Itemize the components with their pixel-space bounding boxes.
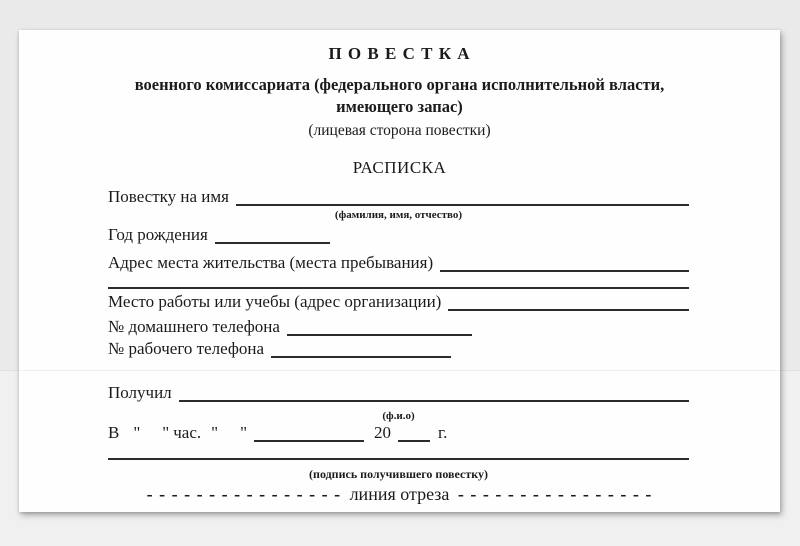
field-row-work — [108, 291, 689, 311]
cut-line — [19, 484, 780, 504]
work-phone-field-label: № рабочего телефона — [108, 339, 264, 358]
summons-form-paper — [19, 30, 780, 512]
year-prefix-label: 20 — [374, 423, 392, 442]
receipt-heading: РАСПИСКА — [352, 158, 447, 177]
field-row-received — [108, 382, 689, 402]
datetime-prefix-label: В — [108, 423, 120, 442]
hour-label: час. — [173, 423, 202, 442]
field-row-datetime — [108, 422, 689, 442]
close-quote-hour: " — [162, 423, 170, 442]
open-quote-hour: " — [133, 423, 141, 442]
document-subtitle — [19, 74, 780, 118]
document-subtitle-line2: имеющего запас) — [336, 97, 463, 116]
document-subtitle-line1: военного комиссариата (федерального органа исполнительной власти, — [134, 75, 665, 94]
name-field-label: Повестку на имя — [108, 187, 229, 206]
received-field-caption: (ф.и.о) — [382, 410, 415, 422]
received-field-label: Получил — [108, 383, 172, 402]
birth-year-field-label: Год рождения — [108, 225, 208, 244]
front-side-note: (лицевая сторона повестки) — [308, 122, 491, 139]
document-title: П О В Е С Т К А — [328, 44, 471, 63]
address-field-label: Адрес места жительства (места пребывания) — [108, 253, 434, 272]
name-field-caption: (фамилия, имя, отчество) — [334, 209, 463, 221]
address-continuation-line — [108, 287, 689, 289]
open-quote-day: " — [211, 423, 219, 442]
field-row-name — [108, 186, 689, 206]
home-phone-blank-line — [287, 317, 472, 336]
year-suffix-label: г. — [438, 423, 448, 442]
work-phone-blank-line — [271, 339, 451, 358]
home-phone-field-label: № домашнего телефона — [108, 317, 280, 336]
birth-year-blank-line — [215, 225, 330, 244]
cut-dashes-left: - - - - - - - - - - - - - - - - — [146, 484, 342, 504]
field-row-birth-year — [108, 224, 689, 244]
address-blank-line — [440, 253, 689, 272]
cut-line-label: линия отреза — [349, 484, 450, 504]
signature-caption: (подпись получившего повестку) — [309, 467, 488, 481]
cut-dashes-right: - - - - - - - - - - - - - - - - — [457, 484, 653, 504]
month-blank-line — [254, 423, 364, 442]
field-row-address — [108, 252, 689, 272]
received-blank-line — [179, 383, 689, 402]
work-field-label: Место работы или учебы (адрес организации) — [108, 292, 442, 311]
close-quote-day: " — [240, 423, 248, 442]
year-blank-line — [398, 423, 430, 442]
field-row-home-phone — [108, 316, 689, 336]
photo-seam — [0, 370, 800, 371]
name-blank-line — [236, 187, 689, 206]
work-blank-line — [448, 292, 689, 311]
signature-line — [108, 458, 689, 460]
field-row-work-phone — [108, 338, 689, 358]
